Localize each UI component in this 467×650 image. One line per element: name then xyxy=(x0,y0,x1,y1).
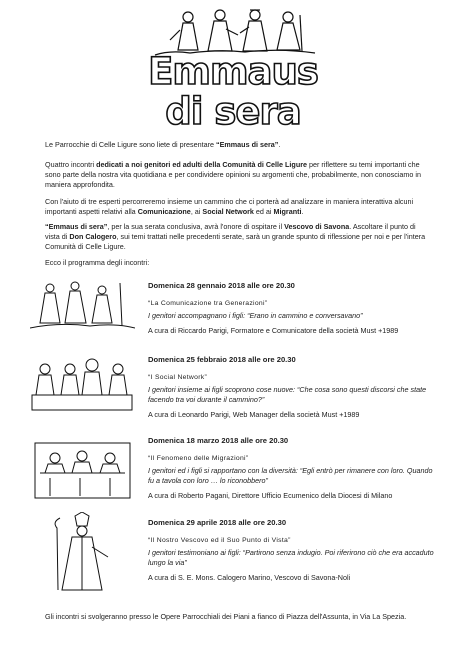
intro-emphasis: Don Calogero xyxy=(69,232,117,241)
intro-paragraph-1 xyxy=(45,140,430,150)
event-date: Domenica 18 marzo 2018 alle ore 20.30 xyxy=(148,436,289,445)
event-topic: “La Comunicazione tra Generazioni” xyxy=(148,300,268,307)
event-topic: “Il Fenomeno delle Migrazioni” xyxy=(148,455,249,462)
event-date: Domenica 25 febbraio 2018 alle ore 20.30 xyxy=(148,355,296,364)
event-2 xyxy=(148,355,438,420)
intro-text: . Ascoltare il punto di vista di xyxy=(45,222,416,241)
intro-text: Quattro incontri xyxy=(45,160,97,169)
intro-text: per riflettere su temi importanti che sono parte della nostra vita quotidiana e per condividere opinioni su argomenti che, probabilmente, non conosciamo in maniera approfondita. xyxy=(45,160,421,189)
event-date: Domenica 28 gennaio 2018 alle ore 20.30 xyxy=(148,281,295,290)
intro-paragraph-5 xyxy=(45,258,430,268)
event-date: Domenica 29 aprile 2018 alle ore 20.30 xyxy=(148,518,287,527)
event-1 xyxy=(148,281,438,336)
event-description: I genitori accompagnano i figli: “Erano in cammino e conversavano” xyxy=(148,311,363,320)
intro-paragraph-3 xyxy=(45,197,430,217)
event-3 xyxy=(148,436,438,501)
intro-text: . xyxy=(301,207,304,216)
intro-text: . xyxy=(278,140,281,149)
intro-emphasis: Vescovo di Savona xyxy=(284,222,350,231)
page-title: Emmaus di sera xyxy=(148,50,318,133)
intro-emphasis: “Emmaus di sera” xyxy=(45,222,108,231)
footer-note: Gli incontri si svolgeranno presso le Opere Parrocchiali dei Piani a fianco di Piazza dell'Assunta, in Via La Spezia. xyxy=(45,612,407,621)
event-4 xyxy=(148,518,438,583)
intro-text: Ecco il programma degli incontri: xyxy=(45,258,150,267)
event-1-illustration xyxy=(30,278,135,338)
event-4-illustration xyxy=(30,512,135,592)
intro-paragraph-4 xyxy=(45,222,430,252)
event-speaker: A cura di Roberto Pagani, Direttore Ufficio Ecumenico della Diocesi di Milano xyxy=(148,491,393,500)
intro-text: , ai xyxy=(190,207,203,216)
event-speaker: A cura di Leonardo Parigi, Web Manager della società Must +1989 xyxy=(148,410,360,419)
intro-emphasis: dedicati a noi genitori ed adulti della Comunità di Celle Ligure xyxy=(96,160,307,169)
event-description: I genitori insieme ai figli scoprono cose nuove: “Che cosa sono questi discorsi che state facendo tra voi durante il cammino?” xyxy=(148,385,427,404)
event-speaker: A cura di S. E. Mons. Calogero Marino, Vescovo di Savona-Noli xyxy=(148,573,351,582)
intro-text: ed ai xyxy=(253,207,274,216)
event-description: I genitori ed i figli si rapportano con la diversità: “Egli entrò per rimanere con loro. Quando fu a tavola con loro … lo riconobbero” xyxy=(148,466,433,485)
intro-paragraph-2 xyxy=(45,160,430,190)
event-3-illustration xyxy=(30,438,135,503)
event-2-illustration xyxy=(30,355,135,415)
intro-emphasis: Social Network xyxy=(202,207,254,216)
intro-text: , sui temi trattati nelle precedenti serate, sarà un grande spunto di riflessione per noi e per l'intera Comunità di Celle Ligure. xyxy=(45,232,426,251)
event-topic: “I Social Network” xyxy=(148,374,208,381)
event-topic: “Il Nostro Vescovo ed il Suo Punto di Vista” xyxy=(148,537,291,544)
intro-text: , per la sua serata conclusiva, avrà l'onore di ospitare il xyxy=(107,222,285,231)
event-speaker: A cura di Riccardo Parigi, Formatore e Comunicatore della società Must +1989 xyxy=(148,326,399,335)
intro-text: Le Parrocchie di Celle Ligure sono liete di presentare xyxy=(45,140,217,149)
intro-emphasis: “Emmaus di sera” xyxy=(216,140,279,149)
intro-text: Con l'aiuto di tre esperti percorreremo insieme un cammino che ci porterà ad analizzare in maniera interattiva alcuni importanti aspetti relativi alla xyxy=(45,197,414,216)
intro-emphasis: Migranti xyxy=(273,207,302,216)
intro-emphasis: Comunicazione xyxy=(137,207,191,216)
event-description: I genitori testimoniano ai figli: “Partirono senza indugio. Poi riferirono ciò che era accaduto lungo la via” xyxy=(148,548,434,567)
